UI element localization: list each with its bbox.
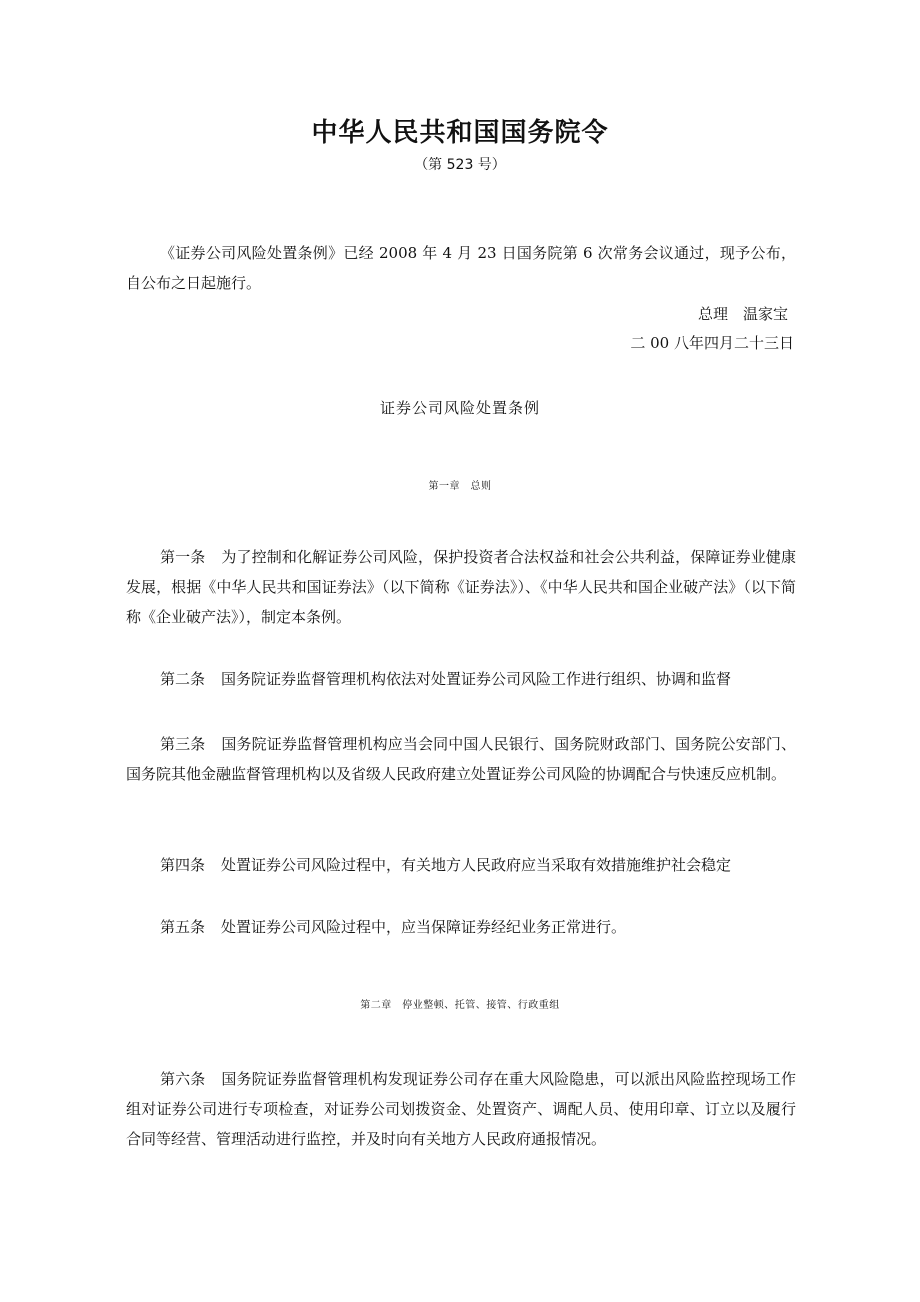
article-paragraph: [126, 729, 796, 789]
article-number: 第五条: [160, 918, 206, 936]
article-text: 国务院证券监督管理机构依法对处置证券公司风险工作进行组织、协调和监督: [221, 670, 732, 688]
article-paragraph: [126, 850, 796, 880]
article-number: 第三条: [160, 735, 206, 753]
article-text: 为了控制和化解证券公司风险，保护投资者合法权益和社会公共利益，保障证券业健康发展，根据《中华人民共和国证券法》（以下简称《证券法》）、《中华人民共和国企业破产法》（以下简称《企业破产法》），制定本条例。: [126, 548, 796, 626]
document-title: 中华人民共和国国务院令: [311, 118, 609, 148]
article-paragraph: [126, 542, 796, 632]
signer-line: 总理 温家宝: [697, 305, 788, 323]
order-number: （第 523 号）: [414, 157, 506, 173]
article-text: 处置证券公司风险过程中，有关地方人民政府应当采取有效措施维护社会稳定: [221, 856, 732, 874]
article-text: 处置证券公司风险过程中，应当保障证券经纪业务正常进行。: [221, 918, 627, 936]
article-number: 第六条: [160, 1070, 206, 1088]
preamble-paragraph: 《证券公司风险处置条例》已经 2008 年 4 月 23 日国务院第 6 次常务会议通过，现予公布，自公布之日起施行。: [126, 244, 796, 292]
promulgation-date: 二 00 八年四月二十三日: [630, 334, 794, 352]
article-number: 第二条: [160, 670, 206, 688]
article-number: 第一条: [160, 548, 206, 566]
article-text: 国务院证券监督管理机构应当会同中国人民银行、国务院财政部门、国务院公安部门、国务院其他金融监督管理机构以及省级人民政府建立处置证券公司风险的协调配合与快速反应机制。: [126, 735, 796, 783]
article-paragraph: [126, 664, 796, 694]
chapter-heading: 第一章 总则: [428, 481, 492, 492]
regulation-title: 证券公司风险处置条例: [379, 399, 540, 417]
article-paragraph: [126, 912, 796, 942]
chapter-heading: 第二章 停业整顿、托管、接管、行政重组: [360, 1000, 560, 1011]
article-number: 第四条: [160, 856, 206, 874]
article-paragraph: [126, 1064, 796, 1154]
article-text: 国务院证券监督管理机构发现证券公司存在重大风险隐患，可以派出风险监控现场工作组对证券公司进行专项检查，对证券公司划拨资金、处置资产、调配人员、使用印章、订立以及履行合同等经营、管理活动进行监控，并及时向有关地方人民政府通报情况。: [126, 1070, 796, 1148]
